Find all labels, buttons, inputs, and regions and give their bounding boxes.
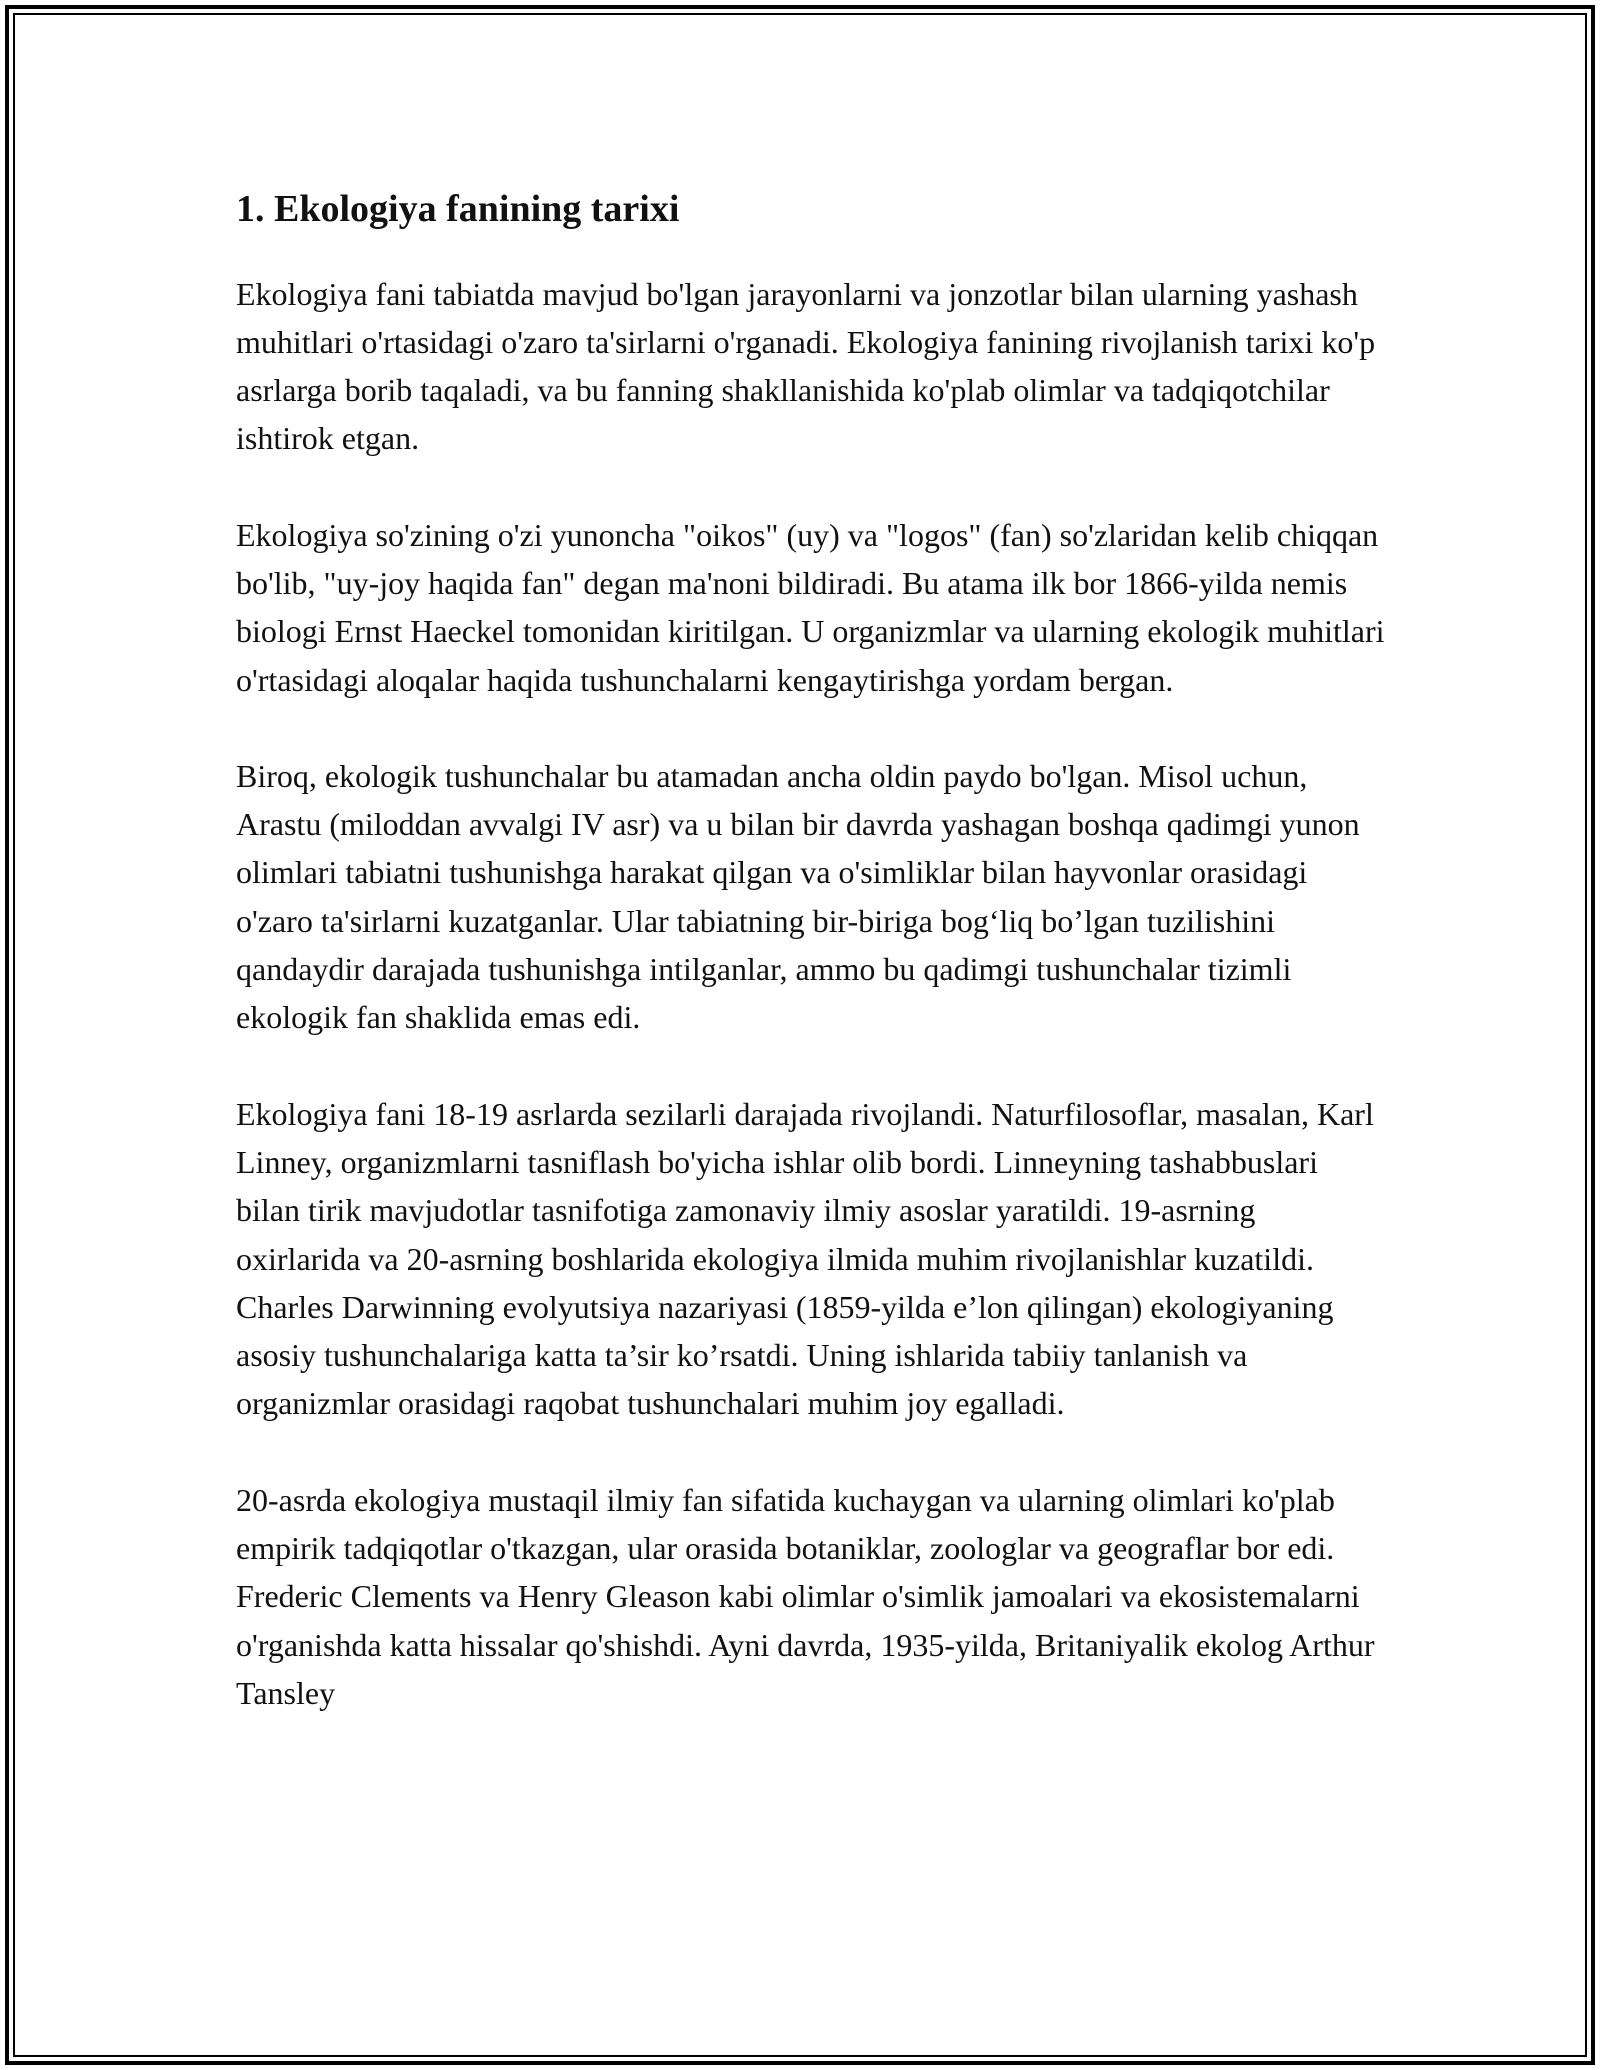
paragraph-etymology: Ekologiya so'zining o'zi yunoncha "oikos" (uy) va "logos" (fan) so'zlaridan kelib chiqqan bo'lib, "uy-joy haqida fan" degan ma'noni bildiradi. Bu atama ilk bor 1866-yilda nemis biologi Ernst Haeckel tomonidan kiritilgan. U organizmlar va ularning ekologik muhitlari o'rtasidagi aloqalar haqida tushunchalarni kengaytirishga yordam bergan. [236,516,1385,698]
paragraph-20th-century: 20-asrda ekologiya mustaqil ilmiy fan sifatida kuchaygan va ularning olimlari ko'plab empirik tadqiqotlar o'tkazgan, ular orasida botaniklar, zoologlar va geograflar bor edi. Frederic Clements va Henry Gleason kabi olimlar o'simlik jamoalari va ekosistemalarni o'rganishda katta hissalar qo'shishdi. Ayni davrda, 1935-yilda, Britaniyalik ekolog Arthur Tansley [236,1481,1375,1711]
paragraph-18-19-centuries: Ekologiya fani 18-19 asrlarda sezilarli darajada rivojlandi. Naturfilosoflar, masalan, Karl Linney, organizmlarni tasniflash bo'yicha ishlar olib bordi. Linneyning tashabbuslari bilan tirik mavjudotlar tasnifotiga zamonaviy ilmiy asoslar yaratildi. 19-asrning oxirlarida va 20-asrning boshlarida ekologiya ilmida muhim rivojlanishlar kuzatildi. Charles Darwinning evolyutsiya nazariyasi (1859-yilda e’lon qilingan) ekologiyaning asosiy tushunchalariga katta ta’sir ko’rsatdi. Uning ishlarida tabiiy tanlanish va organizmlar orasidagi raqobat tushunchalari muhim joy egalladi. [236,1095,1374,1422]
paragraph-intro: Ekologiya fani tabiatda mavjud bo'lgan jarayonlarni va jonzotlar bilan ularning yashash muhitlari o'rtasidagi o'zaro ta'sirlarni o'rganadi. Ekologiya fanining rivojlanish tarixi ko'p asrlarga borib taqaladi, va bu fanning shakllanishida ko'plab olimlar va tadqiqotchilar ishtirok etgan. [236,275,1376,457]
document-body [236,186,1386,1765]
paragraph-ancient-origins: Biroq, ekologik tushunchalar bu atamadan ancha oldin paydo bo'lgan. Misol uchun, Arastu (miloddan avvalgi IV asr) va u bilan bir davrda yashagan boshqa qadimgi yunon olimlari tabiatni tushunishga harakat qilgan va o'simliklar bilan hayvonlar orasidagi o'zaro ta'sirlarni kuzatganlar. Ular tabiatning bir-biriga bog‘liq bo’lgan tuzilishini qandaydir darajada tushunishga intilganlar, ammo bu qadimgi tushunchalar tizimli ekologik fan shaklida emas edi. [236,757,1360,1036]
section-heading: 1. Ekologiya fanining tarixi [236,188,680,230]
